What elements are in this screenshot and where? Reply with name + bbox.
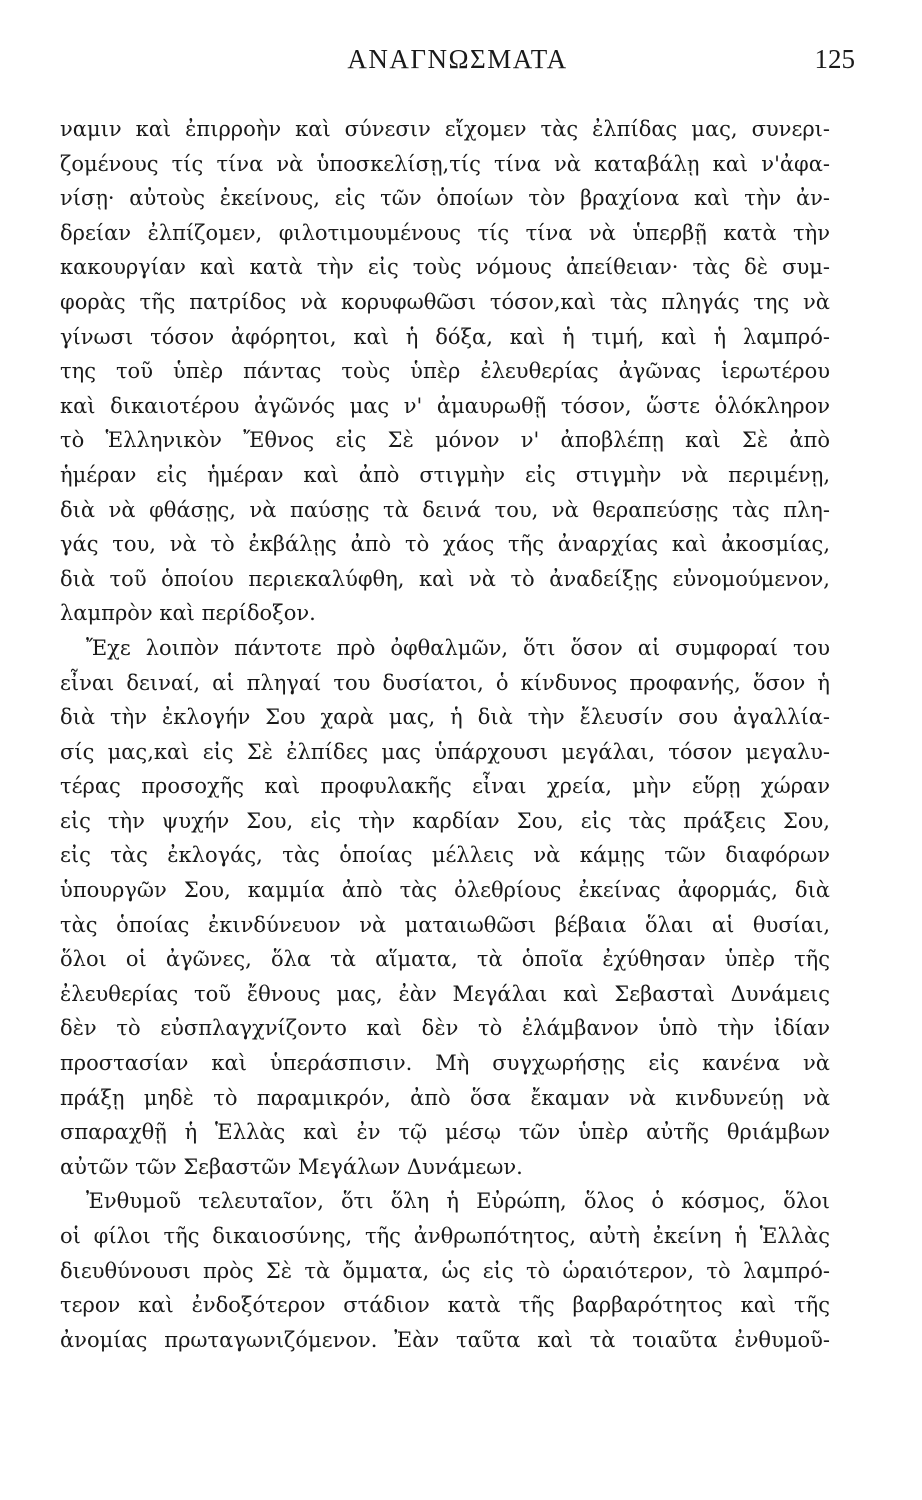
paragraph-end-line: αὐτῶν τῶν Σεβαστῶν Μεγάλων Δυνάμεων. xyxy=(60,1154,523,1179)
text-line: ναμιν καὶ ἐπιρροὴν καὶ σύνεσιν εἴχομεν τὰς ἐλπίδας μας, συνερι- xyxy=(60,117,830,141)
text-line: γίνωσι τόσον ἀφόρητοι, καὶ ἡ δόξα, καὶ ἡ τιμή, καὶ ἡ λαμπρό- xyxy=(60,324,830,349)
text-line: οἱ φίλοι τῆς δικαιοσύνης, τῆς ἀνθρωπότητος, αὐτὴ ἐκείνη ἡ Ἑλλὰς xyxy=(60,1224,830,1248)
text-line: ἡμέραν εἰς ἡμέραν καὶ ἀπὸ στιγμὴν εἰς στιγμὴν νὰ περιμένῃ, xyxy=(60,462,830,487)
paragraph-start-line: Ἐνθυμοῦ τελευταῖον, ὅτι ὅλη ἡ Εὐρώπη, ὅλος ὁ κόσμος, ὅλοι xyxy=(86,1189,830,1214)
text-line: προστασίαν καὶ ὑπεράσπισιν. Μὴ συγχωρήσῃς εἰς κανένα νὰ xyxy=(60,1051,830,1076)
text-line: διευθύνουσι πρὸς Σὲ τὰ ὄμματα, ὡς εἰς τὸ ὡραιότερον, τὸ λαμπρό- xyxy=(60,1258,830,1283)
paragraph-start-line: Ἔχε λοιπὸν πάντοτε πρὸ ὀφθαλμῶν, ὅτι ὅσον αἱ συμφοραί του xyxy=(86,635,830,660)
text-line: διὰ τοῦ ὁποίου περιεκαλύφθη, καὶ νὰ τὸ ἀναδείξῃς εὐνομούμενον, xyxy=(60,566,830,591)
text-line: κακουργίαν καὶ κατὰ τὴν εἰς τοὺς νόμους ἀπείθειαν· τὰς δὲ συμ- xyxy=(60,255,830,280)
text-line: τὸ Ἑλληνικὸν Ἔθνος εἰς Σὲ μόνον ν' ἀποβλέπῃ καὶ Σὲ ἀπὸ xyxy=(60,428,830,453)
text-line: τέρας προσοχῆς καὶ προφυλακῆς εἶναι χρεία, μὴν εὕρῃ χώραν xyxy=(60,774,830,799)
text-line: σπαραχθῇ ἡ Ἑλλὰς καὶ ἐν τῷ μέσῳ τῶν ὑπὲρ αὐτῆς θριάμβων xyxy=(60,1120,830,1145)
text-line: σίς μας,καὶ εἰς Σὲ ἐλπίδες μας ὑπάρχουσι μεγάλαι, τόσον μεγαλυ- xyxy=(60,739,830,764)
paragraph-end-line: λαμπρὸν καὶ περίδοξον. xyxy=(60,601,316,626)
text-line: καὶ δικαιοτέρου ἀγῶνός μας ν' ἀμαυρωθῇ τόσον, ὥστε ὁλόκληρον xyxy=(60,393,830,418)
running-head xyxy=(60,44,855,84)
text-line: ὅλοι οἱ ἀγῶνες, ὅλα τὰ αἵματα, τὰ ὁποῖα ἐχύθησαν ὑπὲρ τῆς xyxy=(60,947,830,972)
text-line: πράξῃ μηδὲ τὸ παραμικρόν, ἀπὸ ὅσα ἔκαμαν νὰ κινδυνεύῃ νὰ xyxy=(60,1085,830,1110)
text-line: νίσῃ· αὐτοὺς ἐκείνους, εἰς τῶν ὁποίων τὸν βραχίονα καὶ τὴν ἀν- xyxy=(60,186,830,211)
text-line: της τοῦ ὑπὲρ πάντας τοὺς ὑπὲρ ἐλευθερίας ἀγῶνας ἱερωτέρου xyxy=(60,359,830,384)
text-line: διὰ τὴν ἐκλογήν Σου χαρὰ μας, ἡ διὰ τὴν ἔλευσίν σου ἀγαλλία- xyxy=(60,705,830,730)
text-line: εἶναι δειναί, αἱ πληγαί του δυσίατοι, ὁ κίνδυνος προφανής, ὅσον ἡ xyxy=(60,670,830,695)
page-number: 125 xyxy=(814,44,855,74)
text-line: ἐλευθερίας τοῦ ἔθνους μας, ἐὰν Μεγάλαι καὶ Σεβασταὶ Δυνάμεις xyxy=(60,981,830,1006)
text-line: δὲν τὸ εὐσπλαγχνίζοντο καὶ δὲν τὸ ἐλάμβανον ὑπὸ τὴν ἰδίαν xyxy=(60,1016,830,1041)
text-line: φορὰς τῆς πατρίδος νὰ κορυφωθῶσι τόσον,καὶ τὰς πληγάς της νὰ xyxy=(60,289,830,314)
text-line: τὰς ὁποίας ἐκινδύνευον νὰ ματαιωθῶσι βέβαια ὅλαι αἱ θυσίαι, xyxy=(60,912,830,937)
text-line: ὑπουργῶν Σου, καμμία ἀπὸ τὰς ὀλεθρίους ἐκείνας ἀφορμάς, διὰ xyxy=(60,878,830,903)
text-line: ἀνομίας πρωταγωνιζόμενον. Ἐὰν ταῦτα καὶ τὰ τοιαῦτα ἐνθυμοῦ- xyxy=(60,1327,830,1352)
text-line: εἰς τὴν ψυχήν Σου, εἰς τὴν καρδίαν Σου, εἰς τὰς πράξεις Σου, xyxy=(60,808,830,833)
running-head-title: ΑΝΑΓΝΩΣΜΑΤΑ xyxy=(347,44,568,74)
text-line: τερον καὶ ἐνδοξότερον στάδιον κατὰ τῆς βαρβαρότητος καὶ τῆς xyxy=(60,1293,830,1318)
text-line: ζομένους τίς τίνα νὰ ὑποσκελίσῃ,τίς τίνα νὰ καταβάλῃ καὶ ν'ἀφα- xyxy=(60,151,830,176)
text-line: δρείαν ἐλπίζομεν, φιλοτιμουμένους τίς τίνα νὰ ὑπερβῇ κατὰ τὴν xyxy=(60,220,830,245)
body-text xyxy=(60,112,830,1357)
text-line: διὰ νὰ φθάσῃς, νὰ παύσῃς τὰ δεινά του, νὰ θεραπεύσῃς τὰς πλη- xyxy=(60,497,830,522)
text-line: εἰς τὰς ἐκλογάς, τὰς ὁποίας μέλλεις νὰ κάμῃς τῶν διαφόρων xyxy=(60,843,830,868)
text-line: γάς του, νὰ τὸ ἐκβάλῃς ἀπὸ τὸ χάος τῆς ἀναρχίας καὶ ἀκοσμίας, xyxy=(60,532,830,557)
